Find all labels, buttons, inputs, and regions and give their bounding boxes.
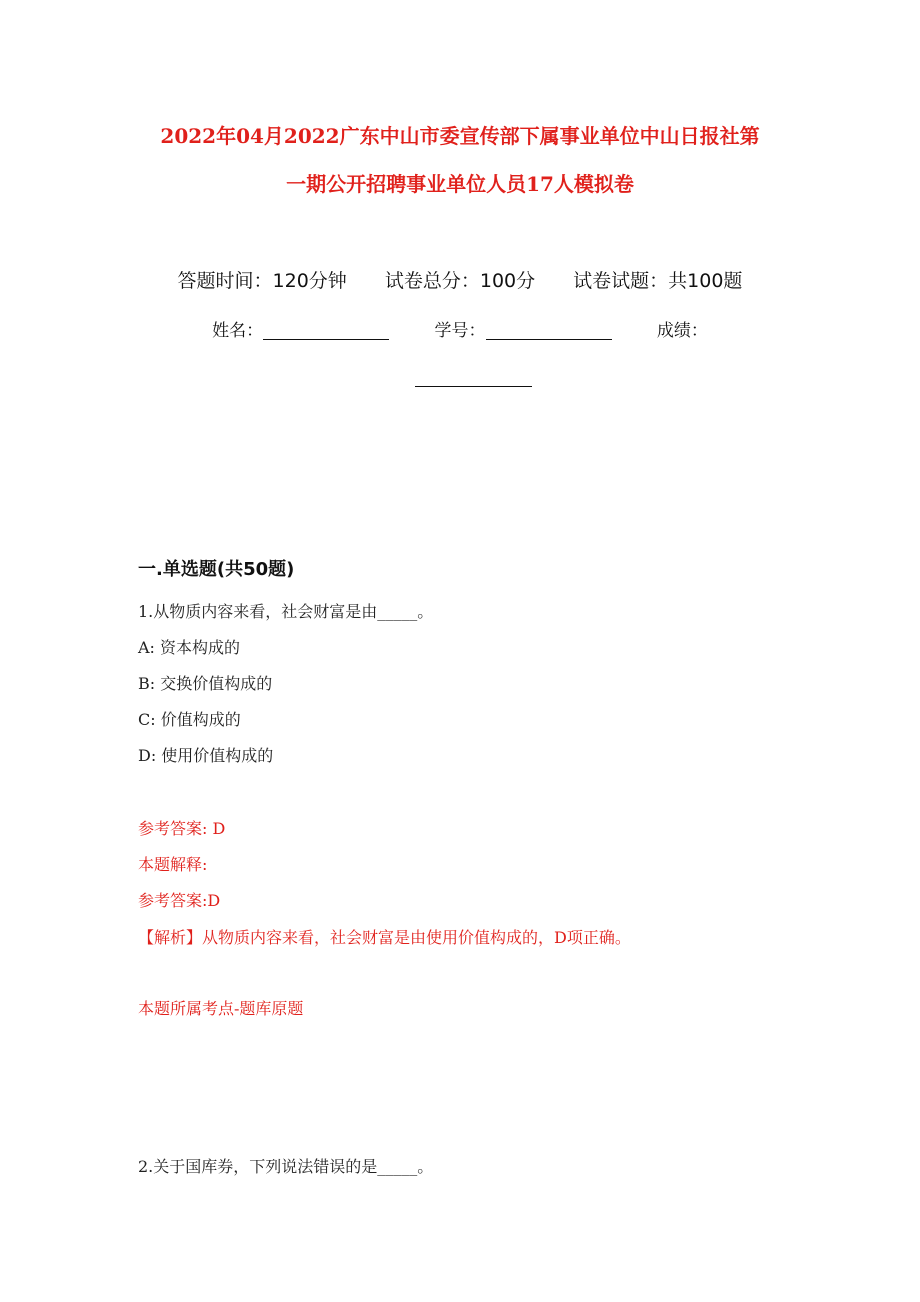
score-label: 成绩： bbox=[656, 321, 708, 341]
exam-time: 答题时间：120分钟 bbox=[177, 270, 347, 292]
document-title-line-2: 一期公开招聘事业单位人员17人模拟卷 bbox=[286, 172, 634, 196]
question-1-option-d: D: 使用价值构成的 bbox=[138, 746, 274, 765]
exam-total-score: 试卷总分：100分 bbox=[384, 270, 536, 292]
question-1-topic: 本题所属考点-题库原题 bbox=[138, 999, 304, 1018]
question-1-answer: 参考答案: D bbox=[138, 819, 226, 838]
document-title-line-1: 2022年04月2022广东中山市委宣传部下属事业单位中山日报社第 bbox=[160, 124, 760, 148]
score-field bbox=[657, 321, 708, 341]
question-1-stem: 1.从物质内容来看，社会财富是由_____。 bbox=[138, 602, 434, 621]
question-1-option-b: B: 交换价值构成的 bbox=[138, 674, 273, 693]
question-1-answer-repeat: 参考答案:D bbox=[138, 891, 221, 910]
section-heading: 一.单选题(共50题) bbox=[138, 559, 295, 580]
id-label: 学号： bbox=[434, 321, 486, 341]
question-1-analysis: 【解析】从物质内容来看，社会财富是由使用价值构成的，D项正确。 bbox=[138, 928, 631, 947]
student-info bbox=[60, 318, 860, 344]
id-field bbox=[435, 321, 617, 341]
question-1-explain-label: 本题解释: bbox=[138, 855, 208, 874]
name-field bbox=[212, 321, 394, 341]
exam-meta bbox=[60, 267, 860, 295]
name-label: 姓名： bbox=[212, 321, 264, 341]
question-1-option-a: A: 资本构成的 bbox=[138, 638, 241, 657]
question-2-stem: 2.关于国库券，下列说法错误的是_____。 bbox=[138, 1157, 434, 1176]
name-blank bbox=[263, 321, 389, 340]
question-1-option-c: C: 价值构成的 bbox=[138, 710, 241, 729]
exam-question-count: 试卷试题：共100题 bbox=[573, 270, 743, 292]
id-blank bbox=[486, 321, 612, 340]
score-blank bbox=[415, 386, 532, 387]
